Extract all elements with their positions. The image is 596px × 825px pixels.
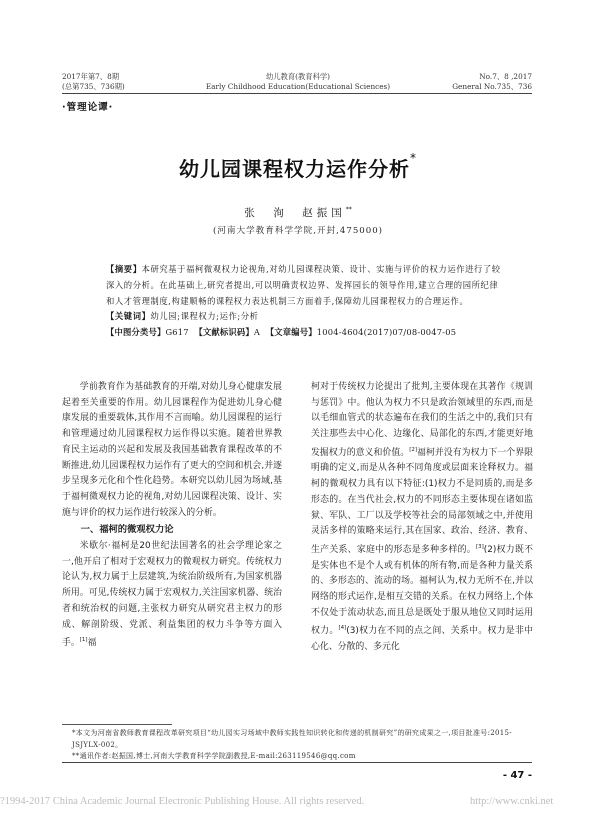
foucault-paragraph-text: 米歇尔·福柯是20世纪法国著名的社会学理论家之一,他开启了相对于宏观权力的微观权力研究。传统权力论认为,权力属于上层建筑,为统治阶级所有,为国家机器所用。可见,传统权力属于宏观权力,关注国家机器、统治者和统治权的问题,主张权力研究从研究君主权力的形成、解剖阶级、党派、利益集团的权力斗争等方面入手。 xyxy=(62,541,282,649)
abstract-paragraph xyxy=(106,262,504,309)
keywords-line xyxy=(106,309,504,325)
header-journal xyxy=(190,72,406,92)
critique-text-2: 福柯并没有为权力下一个界限明确的定义,而是从各种不同角度或层面来诠释权力。福柯的微观权力具有以下特征:(1)权力不是同质的,而是多形态的。在当代社会,权力的不同形态主要体现在诸如监狱、军队、工厂以及学校等社会的局部领域之中,并使用灵活多样的策略来运行,其在国家、政治、经济、教育、生产关系、家庭中的形态是多种多样的。 xyxy=(311,447,534,555)
article-title-text: 幼儿园课程权力运作分析 xyxy=(179,157,410,181)
footnote-rule xyxy=(62,724,172,725)
section-heading-1: 一、福柯的微观权力论 xyxy=(80,524,174,536)
header-issue xyxy=(62,72,125,92)
copyright-watermark: ?1994-2017 China Academic Journal Electronic Publishing House. All rights reserved. xyxy=(0,796,365,807)
abstract-label: 【摘要】 xyxy=(106,264,142,274)
header-rule xyxy=(62,93,532,94)
citation-1: [1] xyxy=(79,637,88,644)
affiliation: (河南大学教育科学学院,开封,475000) xyxy=(212,226,384,236)
citation-4: [4] xyxy=(338,625,347,632)
header-number-line1: No.7、8 ,2017 xyxy=(479,72,532,81)
authors xyxy=(0,205,596,220)
keywords-text: 幼儿园;课程权力;运作;分析 xyxy=(150,311,259,322)
footer-rule xyxy=(62,762,532,763)
header-issue-line2: (总第735、736期) xyxy=(62,82,125,91)
article-number-label: 【文章编号】 xyxy=(265,327,317,338)
article-title xyxy=(0,153,596,182)
body-right-column xyxy=(311,380,533,656)
footnotes xyxy=(72,728,532,763)
header-number-line2: General No.735、736 xyxy=(452,82,532,91)
author-footnote-mark: ** xyxy=(345,206,352,214)
header-number xyxy=(410,72,532,92)
footnote-corresponding-author: **通讯作者:赵振国,博士,河南大学教育科学学院副教授,E-mail:263119546@qq.com xyxy=(72,752,356,760)
abstract-block xyxy=(106,262,504,341)
doc-code-value: A xyxy=(253,327,261,338)
author-names: 张 洵 赵振国 xyxy=(244,207,346,219)
intro-paragraph: 学前教育作为基础教育的开端,对幼儿身心健康发展起着至关重要的作用。幼儿园课程作为促进幼儿身心健康发展的重要载体,其作用不言而喻。幼儿园课程的运行和管理通过幼儿园课程权力运作得以实施。随着世界教育民主运动的兴起和发展及我国基础教育课程改革的不断推进,幼儿园课程权力运作有了更大的空间和机会,并逐步呈现多元化和个性化趋势。本研究以幼儿园为场域,基于福柯微观权力论的视角,对幼儿园课程决策、设计、实施与评价的权力运作进行较深入的分析。 xyxy=(62,382,282,518)
classification-line xyxy=(106,325,504,341)
footnote-funding: *本文为河南省教师教育课程改革研究项目“幼儿园实习场域中教师实践性知识转化和传递的机制研究”的研究成果之一,项目批准号:2015-JSJYLX-002。 xyxy=(72,729,512,749)
critique-text-1: 柯对于传统权力论提出了批判,主要体现在其著作《规训与惩罚》中。他认为权力不只是政治领域里的东西,而是以毛细血管式的状态遍布在我们的生活之中的,我们只有关注那些去中心化、边缘化、局部化的东西,才能更好地发掘权力的意义和价值。 xyxy=(311,382,533,458)
header-journal-en: Early Childhood Education(Educational Sciences) xyxy=(205,82,391,91)
foucault-paragraph-tail: 福 xyxy=(87,638,97,649)
critique-text-4: (3)权力在不同的点之间、关系中。权力是非中心化、分散的、多元化 xyxy=(311,626,533,653)
title-footnote-mark: * xyxy=(410,151,417,165)
section-tag: ·管理论谭· xyxy=(62,102,114,113)
cnki-url-watermark: http://www.cnki.net xyxy=(470,796,554,807)
keywords-label: 【关键词】 xyxy=(106,311,151,322)
page-number: - 47 - xyxy=(502,770,532,781)
clc-label: 【中图分类号】 xyxy=(106,327,166,338)
critique-text-3: (2)权力既不是实体也不是个人或有机体的所有物,而是各种力量关系的、多形态的、流动的场。福柯认为,权力无所不在,并以网络的形式运作,是相互交错的关系。在权力网络上,个体不仅处于流动状态,而且总是既处于服从地位又同时运用权力。 xyxy=(311,544,533,637)
foucault-paragraph xyxy=(62,539,282,652)
article-number-value: 1004-4604(2017)07/08-0047-05 xyxy=(316,327,457,338)
header-issue-line1: 2017年第7、8期 xyxy=(62,72,120,81)
citation-2: [2] xyxy=(409,446,417,453)
doc-code-label: 【文献标识码】 xyxy=(194,327,254,338)
abstract-text: 本研究基于福柯微观权力论视角,对幼儿园课程决策、设计、实施与评价的权力运作进行了较深入的分析。在此基础上,研究者提出,可以明确责权边界、发挥园长的领导作用,建立合理的园所纪律和人才管理制度,构建顺畅的课程权力表达机制三方面着手,保障幼儿园课程权力的合理运作。 xyxy=(106,264,501,306)
citation-3: [3] xyxy=(475,544,484,550)
body-left-column xyxy=(62,380,282,652)
clc-value: G617 xyxy=(165,327,189,338)
header-journal-cn: 幼儿教育(教育科学) xyxy=(265,72,331,81)
critique-paragraph xyxy=(311,380,533,656)
